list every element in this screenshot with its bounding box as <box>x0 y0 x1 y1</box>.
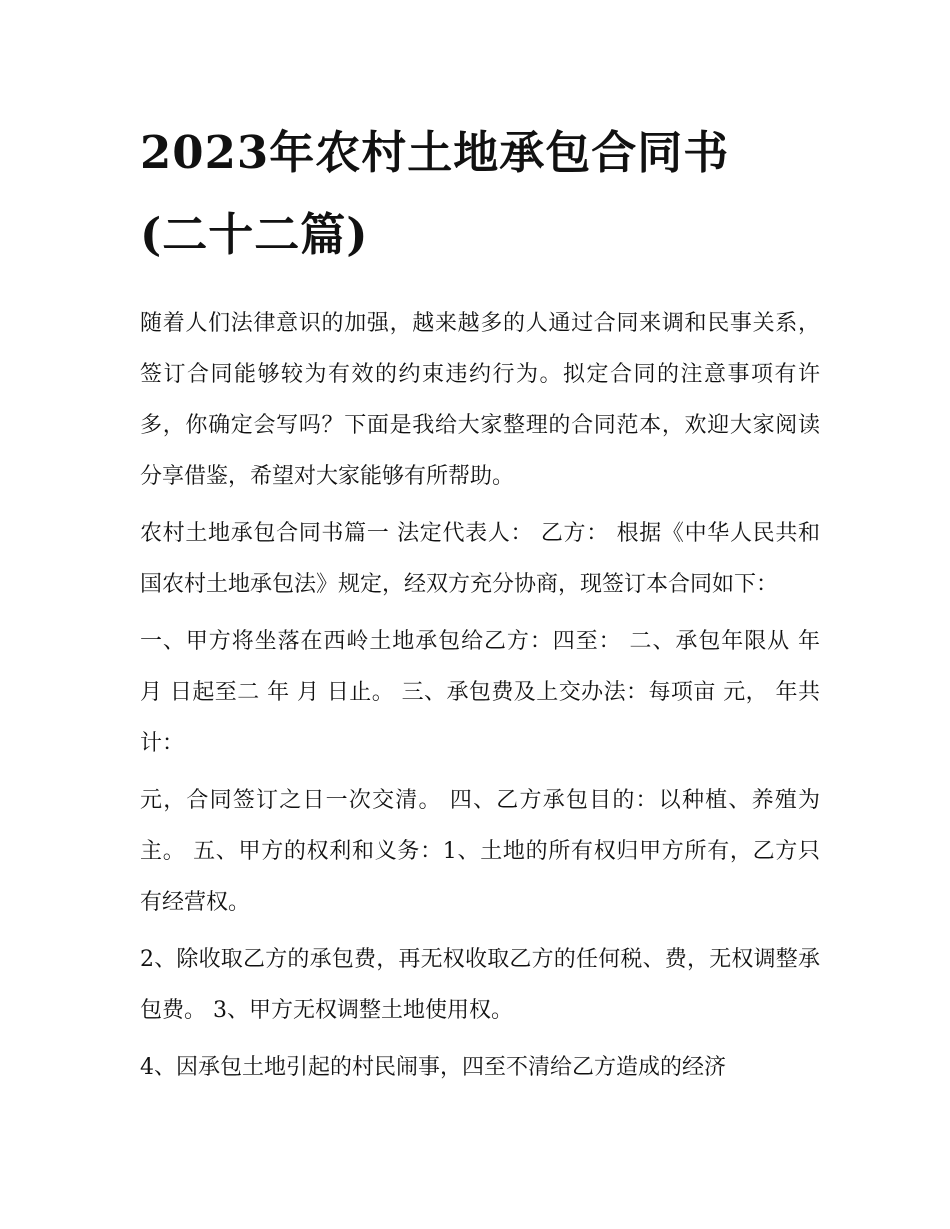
paragraph-clause-5-2-3: 2、除收取乙方的承包费，再无权收取乙方的任何税、费，无权调整承包费。 3、甲方无权调整土地使用权。 <box>140 947 820 1023</box>
document-page <box>140 112 820 1099</box>
paragraph-contract-header: 农村土地承包合同书篇一 法定代表人： 乙方： 根据《中华人民共和国农村土地承包法》规定，经双方充分协商，现签订本合同如下： <box>140 521 820 597</box>
title-line-2: (二十二篇) <box>140 208 369 261</box>
paragraph-clause-1-3: 一、甲方将坐落在西岭土地承包给乙方：四至： 二、承包年限从 年 月 日起至二 年 月 日止。 三、承包费及上交办法：每项亩 元， 年共计： <box>140 629 820 756</box>
document-body <box>140 298 820 1093</box>
document-title <box>140 112 820 276</box>
paragraph-clause-5-4: 4、因承包土地引起的村民闹事，四至不清给乙方造成的经济 <box>140 1055 726 1080</box>
paragraph-intro: 随着人们法律意识的加强，越来越多的人通过合同来调和民事关系，签订合同能够较为有效的约束违约行为。拟定合同的注意事项有许多，你确定会写吗？下面是我给大家整理的合同范本，欢迎大家阅读分享借鉴，希望对大家能够有所帮助。 <box>140 311 820 489</box>
paragraph-clause-4-5: 元，合同签订之日一次交清。 四、乙方承包目的：以种植、养殖为主。 五、甲方的权利和义务：1、土地的所有权归甲方所有，乙方只有经营权。 <box>140 788 820 915</box>
title-line-1: 2023年农村土地承包合同书 <box>140 126 730 179</box>
